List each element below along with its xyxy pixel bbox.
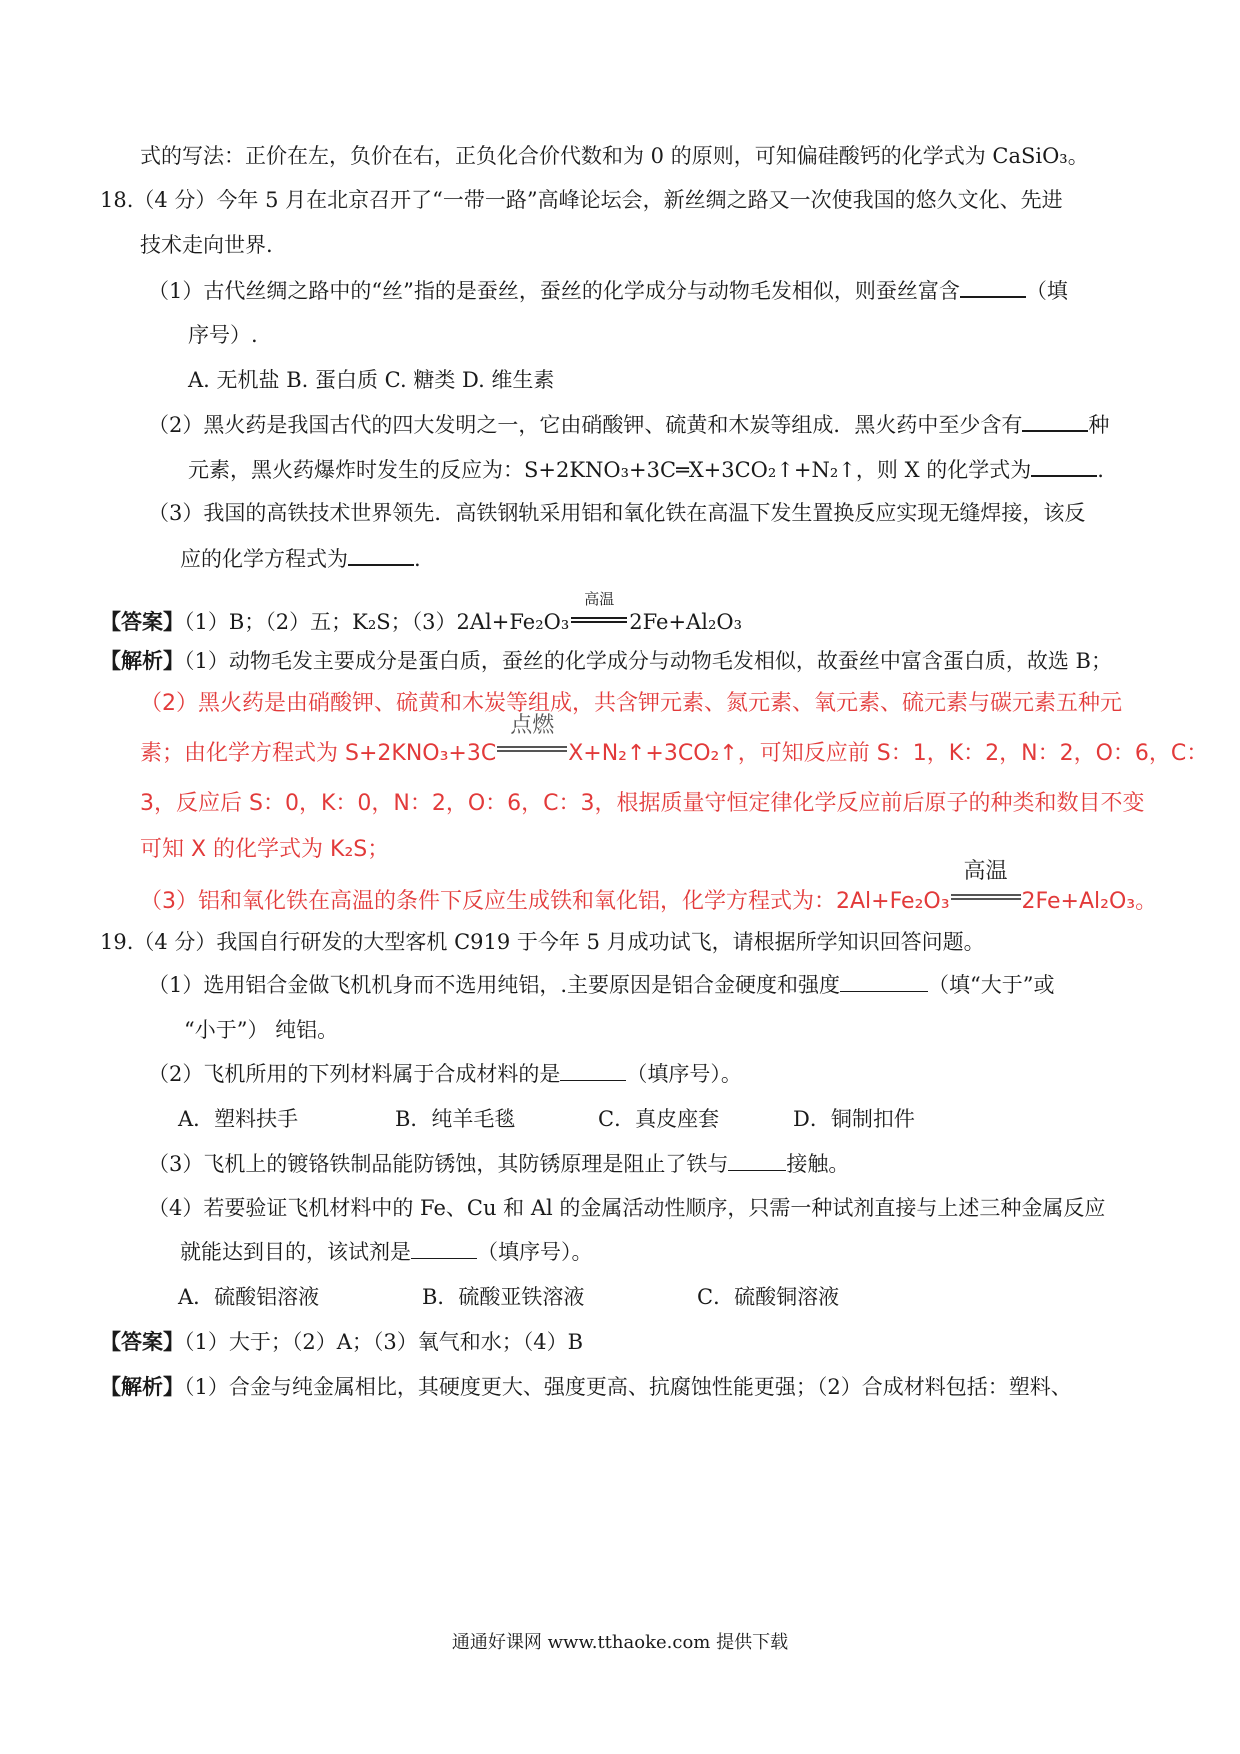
q19-part4-option-c: C．硫酸铜溶液 xyxy=(697,1285,840,1309)
q18-part2-equation-text: 元素，黑火药爆炸时发生的反应为：S+2KNO₃+3C═X+3CO₂↑+N₂↑，则 X 的化学式为 xyxy=(188,458,1032,482)
explanation-tag: 【解析】 xyxy=(100,648,184,673)
q19-explanation xyxy=(100,1373,1072,1401)
q18-part1-text: （1）古代丝绸之路中的“丝”指的是蚕丝，蚕丝的化学成分与动物毛发相似，则蚕丝富含 xyxy=(148,279,960,303)
q18-stem-line-1: 18.（4 分）今年 5 月在北京召开了“一带一路”高峰论坛会，新丝绸之路又一次使我国的悠久文化、先进 xyxy=(100,188,1063,212)
answer-blank xyxy=(840,971,928,992)
q19-part2-option-a: A．塑料扶手 xyxy=(178,1107,299,1131)
q18-part3-cont xyxy=(180,544,421,573)
q19-part3-tail: 接触。 xyxy=(786,1152,850,1176)
q18-part1-tail: （填 xyxy=(1025,279,1068,303)
q18-answer xyxy=(100,590,742,636)
answer-text: （1）B；（2）五；K₂S；（3）2Al+Fe₂O₃ xyxy=(184,610,570,634)
period: . xyxy=(414,547,421,571)
explanation-equation-right: 2Fe+Al₂O₃。 xyxy=(1021,889,1158,914)
q19-part2-tail: （填序号）。 xyxy=(626,1062,742,1086)
answer-blank xyxy=(1031,455,1097,477)
answer-text: （1）大于；（2）A；（3）氧气和水；（4）B xyxy=(184,1330,584,1354)
q18-explanation-red-5 xyxy=(140,859,1158,916)
q19-part4-cont xyxy=(180,1238,593,1266)
q18-part3-line: （3）我国的高铁技术世界领先．高铁钢轨采用铝和氧化铁在高温下发生置换反应实现无缝焊接，该反 xyxy=(148,501,1086,525)
q19-part4-line: （4）若要验证飞机材料中的 Fe、Cu 和 Al 的金属活动性顺序，只需一种试剂直接与上述三种金属反应 xyxy=(148,1196,1106,1220)
reaction-condition: 高温 xyxy=(963,859,1008,884)
q19-part1-tail: （填“大于”或 xyxy=(928,973,1055,997)
intro-line: 式的写法：正价在左，负价在右，正负化合价代数和为 0 的原则，可知偏硅酸钙的化学式为 CaSiO₃。 xyxy=(140,144,1089,168)
reaction-condition: 点燃 xyxy=(510,713,555,738)
q18-options: A. 无机盐 B. 蛋白质 C. 糖类 D. 维生素 xyxy=(188,368,555,392)
condition-equals-sign xyxy=(497,713,567,760)
explanation-equation-left: 素；由化学方程式为 S+2KNO₃+3C xyxy=(140,741,497,766)
answer-blank xyxy=(411,1238,477,1259)
q19-part2-option-b: B．纯羊毛毯 xyxy=(395,1107,516,1131)
condition-equals-sign xyxy=(951,859,1021,908)
q19-part1-cont: “小于”） 纯铝。 xyxy=(184,1018,339,1042)
q18-part2-line xyxy=(148,410,1109,439)
q18-part2-tail: 种 xyxy=(1088,413,1110,437)
explanation-text: （1）合金与纯金属相比，其硬度更大、强度更高、抗腐蚀性能更强；（2）合成材料包括：塑料、 xyxy=(184,1375,1072,1399)
q18-part1-line xyxy=(148,276,1068,305)
q19-part4-tail: （填序号）。 xyxy=(477,1240,593,1264)
q18-explanation-red-1: （2）黑火药是由硝酸钾、硫黄和木炭等组成，共含钾元素、氮元素、氧元素、硫元素与碳元素五种元 xyxy=(140,691,1123,716)
answer-tag: 【答案】 xyxy=(100,609,184,634)
q19-part4-option-a: A．硫酸铝溶液 xyxy=(178,1285,320,1309)
q18-part2-text: （2）黑火药是我国古代的四大发明之一，它由硝酸钾、硫黄和木炭等组成．黑火药中至少含有 xyxy=(148,413,1023,437)
period: . xyxy=(1097,458,1104,482)
explanation-tag: 【解析】 xyxy=(100,1374,184,1399)
explanation-equation-left: （3）铝和氧化铁在高温的条件下反应生成铁和氧化铝，化学方程式为：2Al+Fe₂O₃ xyxy=(140,889,950,914)
q19-part3-line xyxy=(148,1150,849,1178)
condition-equals-sign xyxy=(571,590,627,629)
q19-part1-text: （1）选用铝合金做飞机机身而不选用纯铝，.主要原因是铝合金硬度和强度 xyxy=(148,973,841,997)
q18-part2-cont xyxy=(188,455,1104,484)
q18-explanation-red-3: 3，反应后 S：0，K：0，N：2，O：6，C：3，根据质量守恒定律化学反应前后原子的种类和数目不变 xyxy=(140,791,1145,816)
q18-explanation-red-2 xyxy=(140,713,1209,768)
answer-blank xyxy=(960,276,1026,298)
answer-blank xyxy=(728,1150,786,1171)
q19-part2-line xyxy=(148,1060,742,1088)
page-footer: 通通好课网 www.tthaoke.com 提供下载 xyxy=(451,1632,789,1653)
explanation-text: （1）动物毛发主要成分是蛋白质，蚕丝的化学成分与动物毛发相似，故蚕丝中富含蛋白质，故选 B； xyxy=(184,649,1112,673)
reaction-condition: 高温 xyxy=(584,590,615,608)
q18-explanation-red-4: 可知 X 的化学式为 K₂S； xyxy=(140,837,390,862)
q19-part2-option-c: C．真皮座套 xyxy=(598,1107,720,1131)
q19-stem: 19.（4 分）我国自行研发的大型客机 C919 于今年 5 月成功试飞，请根据所学知识回答问题。 xyxy=(100,930,985,954)
q19-answer xyxy=(100,1328,583,1356)
explanation-equation-right: X+N₂↑+3CO₂↑，可知反应前 S：1，K：2，N：2，O：6，C： xyxy=(568,741,1209,766)
answer-blank xyxy=(560,1060,626,1081)
q18-part3-text: 应的化学方程式为 xyxy=(180,547,348,571)
answer-blank xyxy=(348,544,414,566)
q19-part2-text: （2）飞机所用的下列材料属于合成材料的是 xyxy=(148,1062,561,1086)
q19-part4-text: 就能达到目的，该试剂是 xyxy=(180,1240,411,1264)
answer-blank xyxy=(1022,410,1088,432)
q18-stem-line-2: 技术走向世界. xyxy=(140,233,273,257)
answer-text-products: 2Fe+Al₂O₃ xyxy=(629,610,742,634)
q19-part2-option-d: D．铜制扣件 xyxy=(793,1107,915,1131)
q19-part1-line xyxy=(148,971,1055,999)
q18-explanation-line-1 xyxy=(100,647,1112,675)
q19-part3-text: （3）飞机上的镀铬铁制品能防锈蚀，其防锈原理是阻止了铁与 xyxy=(148,1152,729,1176)
q19-part4-option-b: B．硫酸亚铁溶液 xyxy=(422,1285,585,1309)
q18-part1-cont: 序号）. xyxy=(188,323,258,347)
answer-tag: 【答案】 xyxy=(100,1329,184,1354)
